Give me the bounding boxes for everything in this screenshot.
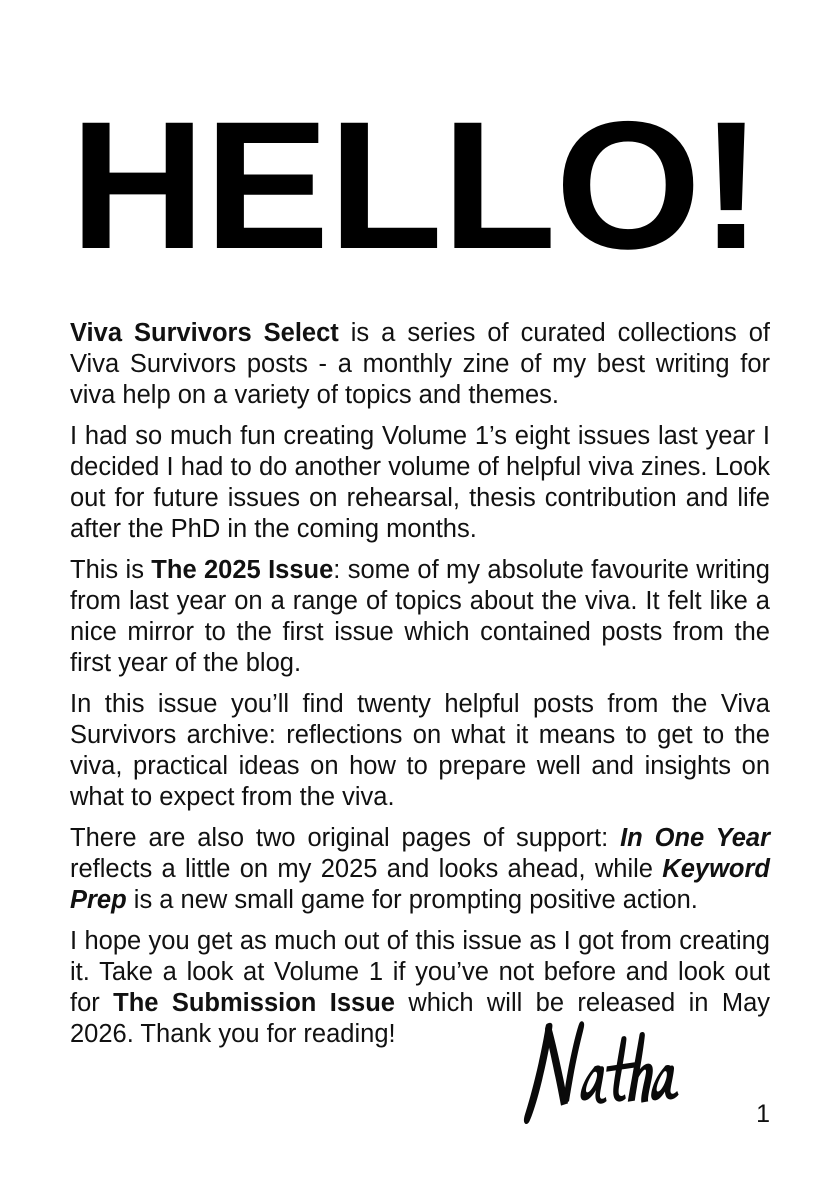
emphasis-bold-italic: Keyword Prep: [70, 855, 770, 914]
text-run: In this issue you’ll find twenty helpful posts from the Viva Survivors archive: reflections on what it means to get to the viva, practical ideas on how to prepare well and insights on what to expect from the viva.: [70, 690, 770, 811]
text-run: is a new small game for prompting positive action.: [126, 886, 698, 914]
page-title: HELLO!: [70, 83, 762, 287]
text-run: : some of my absolute favourite writing from last year on a range of topics about the viva. It felt like a nice mirror to the first issue which contained posts from the first year of the blog.: [70, 556, 770, 677]
page-number: 1: [756, 1100, 770, 1128]
emphasis-bold: The 2025 Issue: [151, 556, 334, 584]
text-run: reflects a little on my 2025 and looks ahead, while: [70, 855, 663, 883]
text-run: This is: [70, 556, 152, 584]
text-run: I had so much fun creating Volume 1’s eight issues last year I decided I had to do another volume of helpful viva zines. Look out for future issues on rehearsal, thesis contribution and life after the PhD in the coming months.: [70, 422, 770, 543]
paragraph-intro: [70, 318, 770, 411]
masthead: [70, 83, 770, 287]
text-run: which will be released in May 2026. Thank you for reading!: [70, 989, 770, 1048]
paragraph-twenty-posts: [70, 689, 770, 813]
text-run: I hope you get as much out of this issue as I got from creating it. Take a look at Volume 1 if you’ve not before and look out for: [70, 927, 770, 1017]
paragraph-original-pages: [70, 823, 770, 916]
emphasis-bold-italic: In One Year: [620, 824, 770, 852]
emphasis-bold: The Submission Issue: [113, 989, 395, 1017]
emphasis-bold: Viva Survivors Select: [70, 319, 339, 347]
paragraph-volume-one: [70, 421, 770, 545]
text-run: is a series of curated collections of Viva Survivors posts - a monthly zine of my best writing for viva help on a variety of topics and themes.: [70, 319, 771, 409]
text-run: There are also two original pages of support:: [70, 824, 621, 852]
paragraph-the-2025-issue: [70, 555, 770, 679]
body-copy: [70, 318, 770, 1050]
paragraph-closing: [70, 926, 770, 1050]
